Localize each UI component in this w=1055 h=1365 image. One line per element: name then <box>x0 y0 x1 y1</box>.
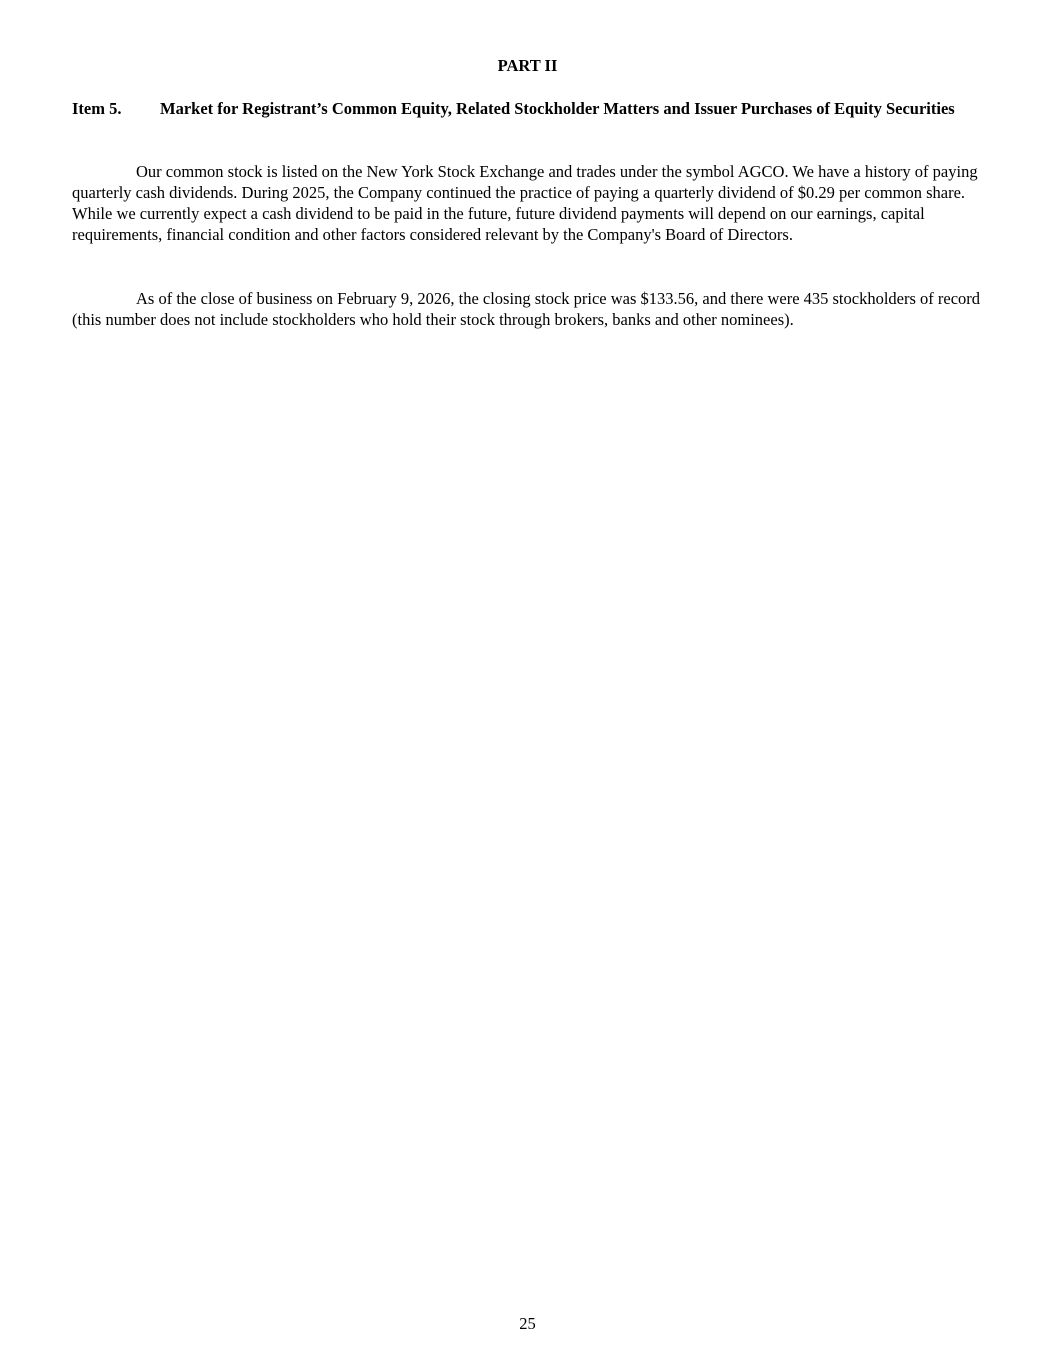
paragraph-dividends: Our common stock is listed on the New York Stock Exchange and trades under the symbol AGCO. We have a history of paying quarterly cash dividends. During 2025, the Company continued the practice of paying a quarterly dividend of $0.29 per common share. While we currently expect a cash dividend to be paid in the future, future dividend payments will depend on our earnings, capital requirements, financial condition and other factors considered relevant by the Company's Board of Directors. <box>72 162 978 244</box>
paragraph-stockholders: As of the close of business on February 9, 2026, the closing stock price was $133.56, and there were 435 stockholders of record (this number does not include stockholders who hold their stock through brokers, banks and other nominees). <box>72 289 981 329</box>
item-title: Market for Registrant’s Common Equity, Related Stockholder Matters and Issuer Purchases of Equity Securities <box>160 99 955 118</box>
part-heading: PART II <box>497 56 558 75</box>
page-number: 25 <box>519 1314 536 1333</box>
item-number: Item 5. <box>72 99 122 118</box>
